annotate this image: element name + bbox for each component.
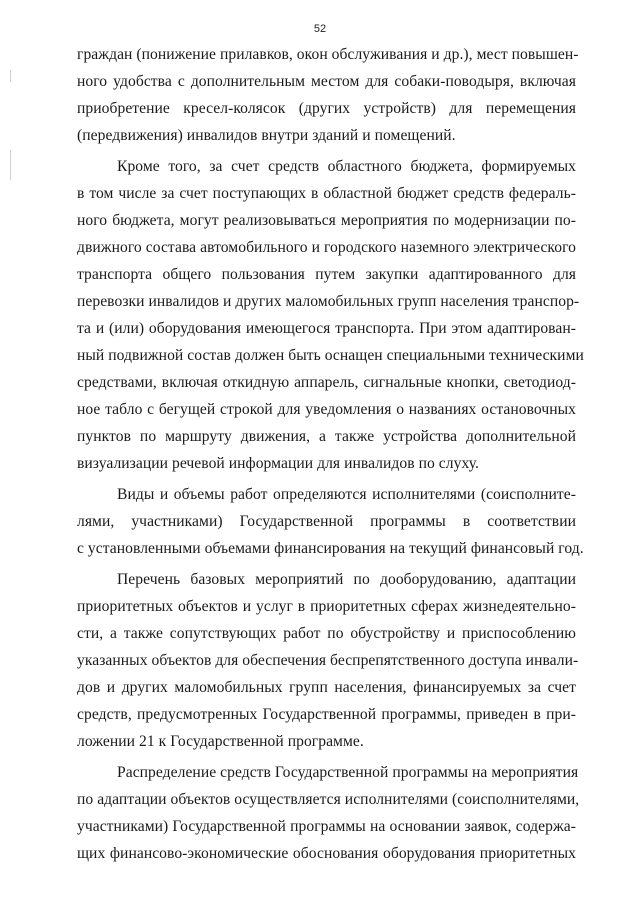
text-line: средств, предусмотренных Государственной программы, приведен в при- <box>77 706 576 723</box>
text-line: приоритетных объектов и услуг в приоритетных сферах жизнедеятельно- <box>77 598 576 615</box>
text-line: по адаптации объектов осуществляется исполнителями (соисполнителями, <box>77 791 580 808</box>
text-line: с установленными объемами финансирования на текущий финансовый год. <box>77 540 584 557</box>
text-line: лями, участниками) Государственной программы в соответствии <box>77 513 576 530</box>
text-line: (передвижения) инвалидов внутри зданий и помещений. <box>77 127 456 144</box>
text-line: Виды и объемы работ определяются исполнителями (соисполните- <box>117 486 576 503</box>
text-line: движного состава автомобильного и городского наземного электрического <box>77 239 576 256</box>
text-line: Распределение средств Государственной программы на мероприятия <box>117 764 579 781</box>
text-line: средствами, включая откидную аппарель, сигнальные кнопки, светодиод- <box>77 374 576 391</box>
text-line: щих финансово-экономические обоснования оборудования приоритетных <box>77 845 576 862</box>
text-line: транспорта общего пользования путем закупки адаптированного для <box>77 266 576 283</box>
text-line: указанных объектов для обеспечения беспрепятственного доступа инвали- <box>77 652 579 669</box>
text-line: сти, а также сопутствующих работ по обустройству и приспособлению <box>77 625 576 642</box>
scan-margin-mark <box>10 150 11 180</box>
text-line: пунктов по маршруту движения, а также устройства дополнительной <box>77 428 576 445</box>
text-line: Перечень базовых мероприятий по дооборудованию, адаптации <box>117 571 576 588</box>
text-line: граждан (понижение прилавков, окон обслуживания и др.), мест повышен- <box>77 46 579 63</box>
text-line: ложении 21 к Государственной программе. <box>77 733 364 750</box>
text-line: приобретение кресел-колясок (других устройств) для перемещения <box>77 100 576 117</box>
text-line: ный подвижной состав должен быть оснащен специальными техническими <box>77 347 584 364</box>
text-line: ного бюджета, могут реализовываться мероприятия по модернизации по- <box>77 212 576 229</box>
text-line: участниками) Государственной программы на основании заявок, содержа- <box>77 818 576 835</box>
text-line: в том числе за счет поступающих в областной бюджет средств федераль- <box>77 185 576 202</box>
scan-margin-mark <box>10 70 11 82</box>
text-line: дов и других маломобильных групп населения, финансируемых за счет <box>77 679 576 696</box>
text-line: ного удобства с дополнительным местом для собаки-поводыря, включая <box>77 73 576 90</box>
text-line: визуализации речевой информации для инвалидов по слуху. <box>77 455 479 472</box>
text-line: Кроме того, за счет средств областного бюджета, формируемых <box>117 158 576 175</box>
text-line: та и (или) оборудования имеющегося транспорта. При этом адаптирован- <box>77 320 576 337</box>
page-number: 52 <box>313 23 327 35</box>
text-line: перевозки инвалидов и других маломобильных групп населения транспор- <box>77 293 580 310</box>
text-line: ное табло с бегущей строкой для уведомления о названиях остановочных <box>77 401 576 418</box>
